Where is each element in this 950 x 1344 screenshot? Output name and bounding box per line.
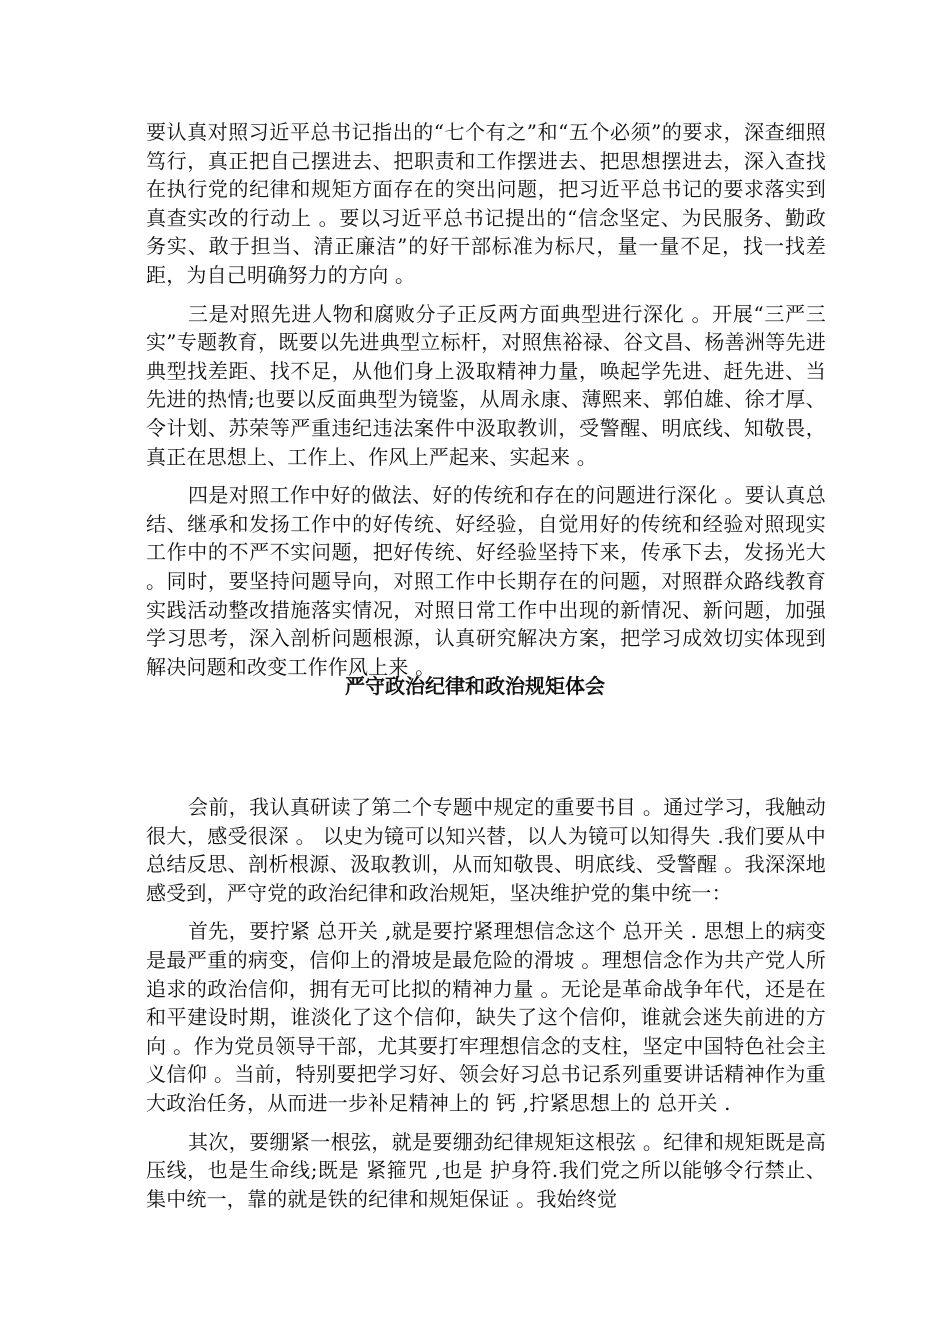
paragraph: 三是对照先进人物和腐败分子正反两方面典型进行深化 。开展“三严三实”专题教育，既要以先进典型立标杆，对照焦裕禄、谷文昌、杨善洲等先进典型找差距、找不足，从他们身上汲取精神力量，唤起学先进、赶先进、当先进的热情;也要以反面典型为镜鉴，从周永康、薄熙来、郭伯雄、徐才厚、令计划、苏荣等严重违纪违法案件中汲取教训，受警醒、明底线、知敬畏，真正在思想上、工作上、作风上严起来、实起来 。 xyxy=(146,301,826,469)
section-one xyxy=(146,118,826,681)
paragraph: 四是对照工作中好的做法、好的传统和存在的问题进行深化 。要认真总结、继承和发扬工作中的好传统、好经验，自觉用好的传统和经验对照现实工作中的不严不实问题，把好传统、好经验坚持下来，传承下去，发扬光大 。同时，要坚持问题导向，对照工作中长期存在的问题，对照群众路线教育实践活动整改措施落实情况，对照日常工作中出现的新情况、新问题，加强学习思考，深入剖析问题根源，认真研究解决方案，把学习成效切实体现到解决问题和改变工作作风上来 。 xyxy=(146,483,826,679)
document-title: 严守政治纪律和政治规矩体会 xyxy=(345,674,605,698)
section-two xyxy=(146,793,826,1213)
paragraph: 首先，要拧紧 总开关 ,就是要拧紧理想信念这个 总开关 . 思想上的病变是最严重的病变，信仰上的滑坡是最危险的滑坡 。理想信念作为共产党人所追求的政治信仰，拥有无可比拟的精神力量 。无论是革命战争年代，还是在和平建设时期，谁淡化了这个信仰，缺失了这个信仰，谁就会迷失前进的方向 。作为党员领导干部，尤其要打牢理想信念的支柱，坚定中国特色社会主义信仰 。当前，特别要把学习好、领会好习总书记系列重要讲话精神作为重大政治任务，从而进一步补足精神上的 钙 ,拧紧思想上的 总开关 . xyxy=(146,919,826,1115)
paragraph: 要认真对照习近平总书记指出的“七个有之”和“五个必须”的要求，深查细照笃行，真正把自己摆进去、把职责和工作摆进去、把思想摆进去，深入查找在执行党的纪律和规矩方面存在的突出问题，把习近平总书记的要求落实到真查实改的行动上 。要以习近平总书记提出的“信念坚定、为民服务、勤政务实、敢于担当、清正廉洁”的好干部标准为标尺，量一量不足，找一找差距，为自己明确努力的方向 。 xyxy=(146,120,826,287)
paragraph: 会前，我认真研读了第二个专题中规定的重要书目 。通过学习，我触动很大，感受很深 。 以史为镜可以知兴替，以人为镜可以知得失 .我们要从中总结反思、剖析根源、汲取教训，从而知敬畏、明底线、受警醒 。我深深地感受到，严守党的政治纪律和政治规矩，坚决维护党的集中统一： xyxy=(146,795,826,905)
paragraph: 其次，要绷紧一根弦，就是要绷劲纪律规矩这根弦 。纪律和规矩既是高压线，也是生命线;既是 紧箍咒 ,也是 护身符.我们党之所以能够令行禁止、集中统一，靠的就是铁的纪律和规矩保证 。我始终觉 xyxy=(146,1129,826,1211)
